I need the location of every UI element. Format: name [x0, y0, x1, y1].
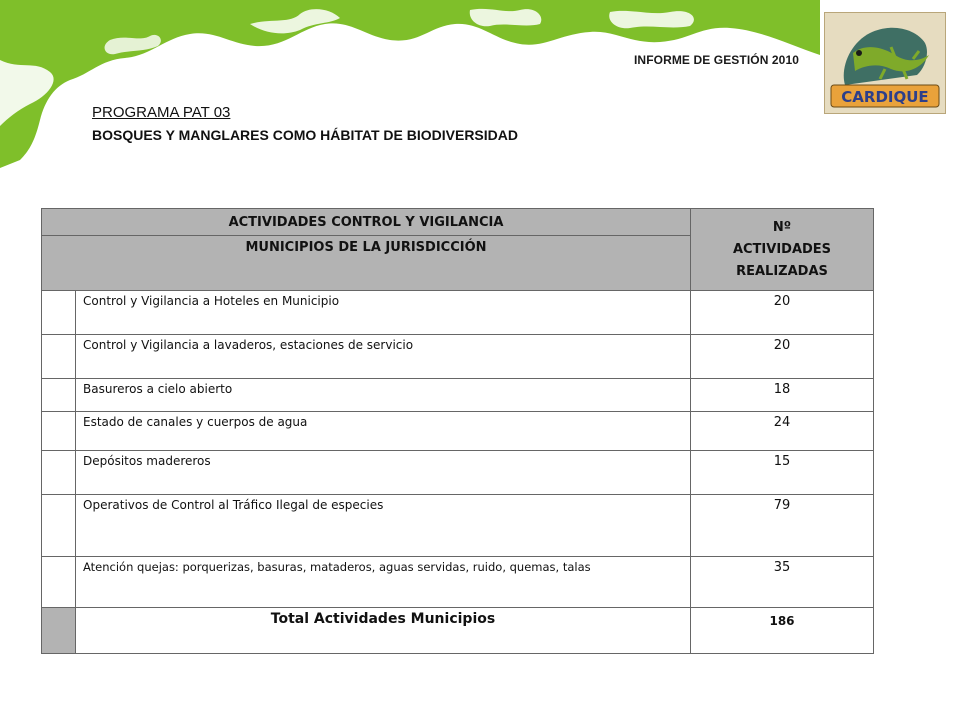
activity-cell: Atención quejas: porquerizas, basuras, mataderos, aguas servidas, ruido, quemas, talas — [76, 557, 691, 608]
activity-cell: Control y Vigilancia a Hoteles en Municipio — [76, 291, 691, 335]
table-row — [42, 412, 874, 451]
table-row — [42, 379, 874, 412]
report-title: INFORME DE GESTIÓN 2010 — [634, 53, 800, 67]
cardique-logo — [824, 12, 946, 114]
activity-cell: Estado de canales y cuerpos de agua — [76, 412, 691, 451]
header-activities: ACTIVIDADES CONTROL Y VIGILANCIA — [42, 209, 691, 236]
header-count-line3: REALIZADAS — [736, 263, 828, 279]
row-marker-cell — [42, 335, 76, 379]
row-marker-cell — [42, 557, 76, 608]
activities-table — [41, 208, 874, 654]
count-cell: 35 — [691, 557, 874, 608]
table-row — [42, 291, 874, 335]
total-marker-cell — [42, 608, 76, 654]
activity-cell: Control y Vigilancia a lavaderos, estaciones de servicio — [76, 335, 691, 379]
row-marker-cell — [42, 495, 76, 557]
program-code: PROGRAMA PAT 03 — [92, 104, 231, 121]
count-cell: 15 — [691, 451, 874, 495]
table-row — [42, 335, 874, 379]
program-name: BOSQUES Y MANGLARES COMO HÁBITAT DE BIODIVERSIDAD — [92, 127, 518, 143]
logo-text: CARDIQUE — [841, 88, 929, 106]
header-count — [691, 209, 874, 291]
banner-shape — [0, 0, 960, 170]
header-municipalities: MUNICIPIOS DE LA JURISDICCIÓN — [42, 236, 691, 291]
table-row — [42, 451, 874, 495]
header-count-line1: Nº — [772, 219, 792, 235]
table-row — [42, 495, 874, 557]
count-cell: 79 — [691, 495, 874, 557]
count-cell: 20 — [691, 335, 874, 379]
row-marker-cell — [42, 412, 76, 451]
count-cell: 24 — [691, 412, 874, 451]
table-header-row — [42, 209, 874, 236]
activity-cell: Depósitos madereros — [76, 451, 691, 495]
header-count-line2: ACTIVIDADES — [732, 241, 832, 257]
activity-cell: Basureros a cielo abierto — [76, 379, 691, 412]
activity-cell: Operativos de Control al Tráfico Ilegal de especies — [76, 495, 691, 557]
total-label: Total Actividades Municipios — [76, 608, 691, 654]
row-marker-cell — [42, 451, 76, 495]
count-cell: 20 — [691, 291, 874, 335]
header-banner — [0, 0, 960, 170]
count-cell: 18 — [691, 379, 874, 412]
lizard-logo-icon — [825, 13, 945, 113]
table-row — [42, 557, 874, 608]
table-total-row — [42, 608, 874, 654]
total-value: 186 — [691, 608, 874, 654]
row-marker-cell — [42, 379, 76, 412]
row-marker-cell — [42, 291, 76, 335]
